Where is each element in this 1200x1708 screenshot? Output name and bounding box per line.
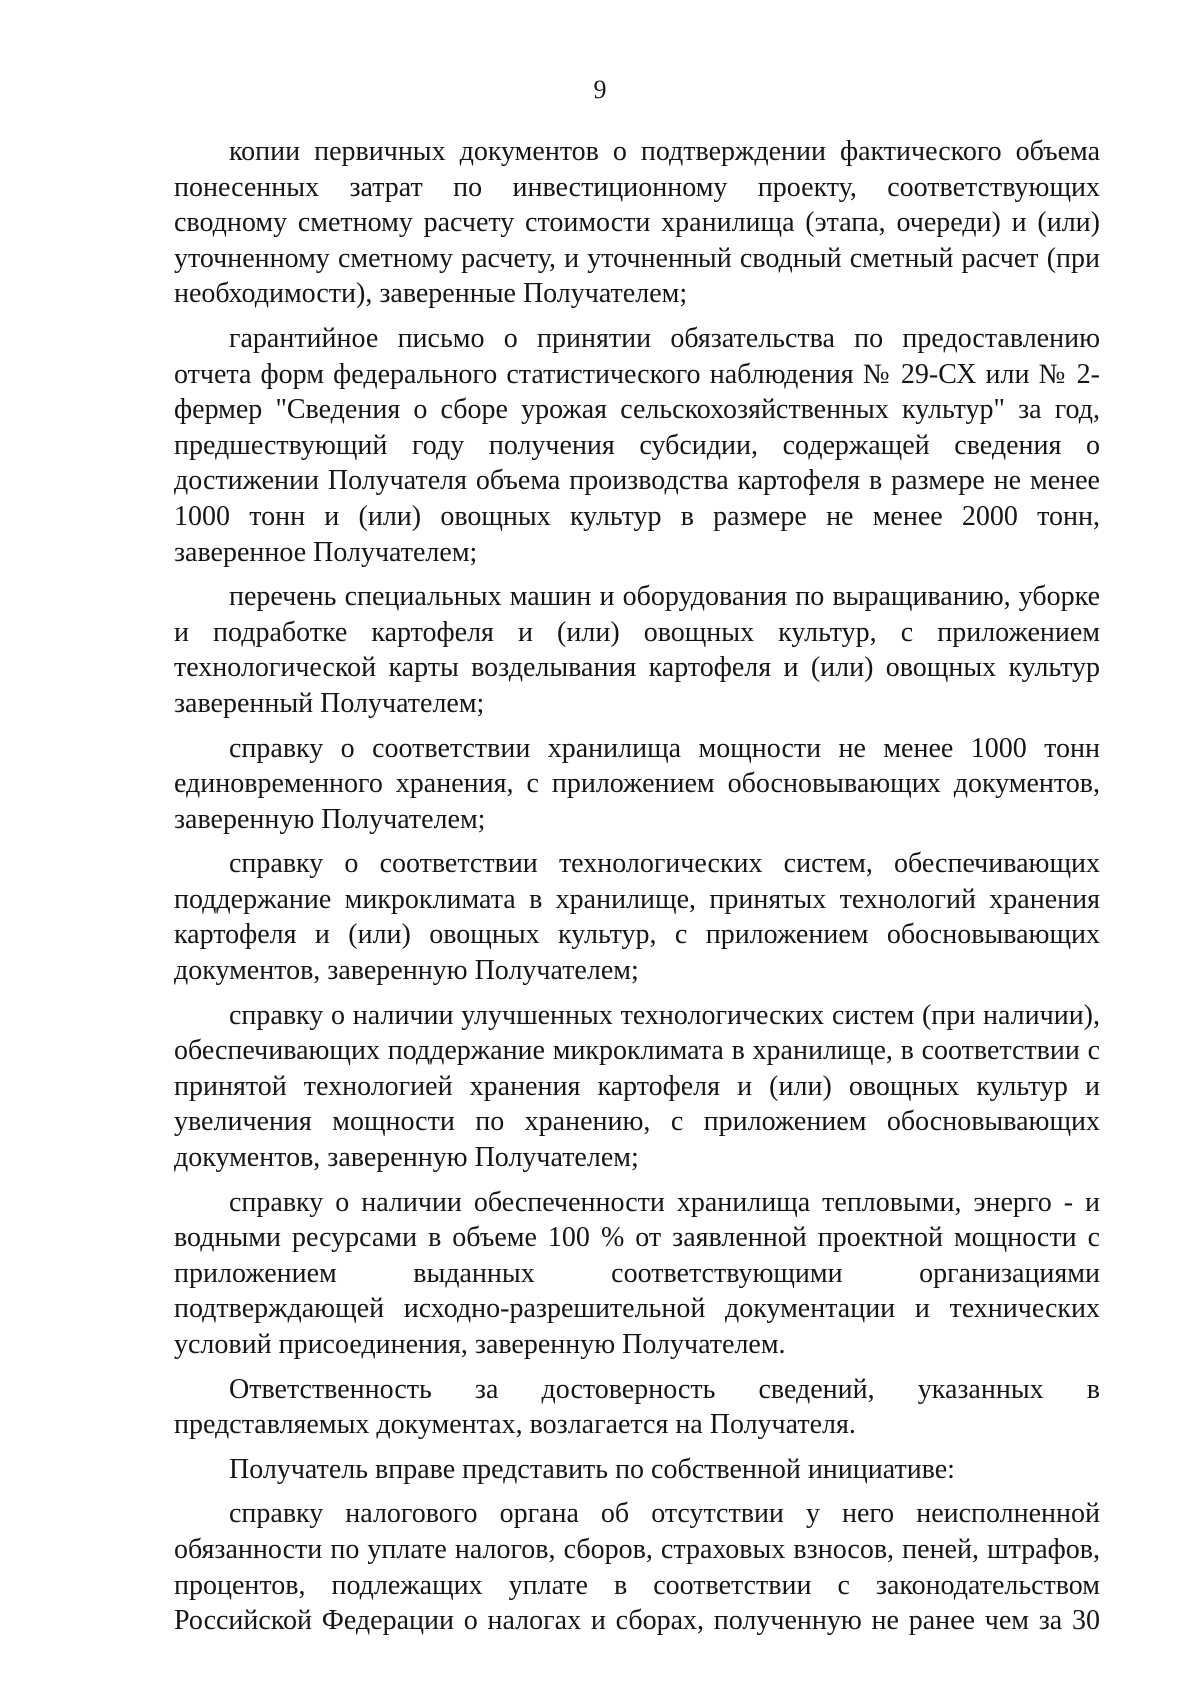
paragraph-machinery-list: перечень специальных машин и оборудования по выращиванию, уборке и подработке картофеля и (или) овощных культур, с приложением технологической карты возделывания картофеля и (или) овощных культур заверенный Получателем; — [174, 581, 1100, 719]
paragraph-storage-capacity: справку о соответствии хранилища мощности не менее 1000 тонн единовременного хранения, с приложением обосновывающих документов, заверенную Получателем; — [174, 732, 1100, 835]
paragraph-resources: справку о наличии обеспеченности хранилища тепловыми, энерго - и водными ресурсами в объеме 100 % от заявленной проектной мощности с приложением выданных соответствующими организациями подтверждающей исходно-разрешительной документации и технических условий присоединения, заверенную Получателем. — [174, 1186, 1100, 1360]
page-number: 9 — [593, 75, 607, 104]
paragraph-improved-systems: справку о наличии улучшенных технологических систем (при наличии), обеспечивающих поддержание микроклимата в хранилище, в соответствии с принятой технологией хранения картофеля и (или) овощных культур и увеличения мощности по хранению, с приложением обосновывающих документов, заверенную Получателем; — [174, 999, 1100, 1174]
paragraph-primary-docs: копии первичных документов о подтверждении фактического объема понесенных затрат по инвестиционному проекту, соответствующих сводному сметному расчету стоимости хранилища (этапа, очереди) и (или) уточненному сметному расчету, и уточненный сводный сметный расчет (при необходимости), заверенные Получателем; — [174, 136, 1100, 310]
paragraph-guarantee-letter: гарантийное письмо о принятии обязательства по предоставлению отчета форм федерального статистического наблюдения № 29-СХ или № 2-фермер "Сведения о сборе урожая сельскохозяйственных культур" за год, предшествующий году получения субсидии, содержащей сведения о достижении Получателя объема производства картофеля в размере не менее 1000 тонн и (или) овощных культур в размере не менее 2000 тонн, заверенное Получателем; — [174, 322, 1100, 568]
paragraph-own-initiative: Получатель вправе представить по собственной инициативе: — [229, 1453, 955, 1485]
paragraph-responsibility: Ответственность за достоверность сведений, указанных в представляемых документах, возлагается на Получателя. — [174, 1373, 1100, 1441]
paragraph-tax-certificate: справку налогового органа об отсутствии у него неисполненной обязанности по уплате налогов, сборов, страховых взносов, пеней, штрафов, процентов, подлежащих уплате в соответствии с законодательством Российской Федерации о налогах и сборах, полученную не ранее чем за 30 — [174, 1498, 1100, 1637]
paragraph-microclimate-systems: справку о соответствии технологических систем, обеспечивающих поддержание микроклимата в хранилище, принятых технологий хранения картофеля и (или) овощных культур, с приложением обосновывающих документов, заверенную Получателем; — [174, 848, 1100, 987]
document-body — [174, 134, 1100, 1639]
